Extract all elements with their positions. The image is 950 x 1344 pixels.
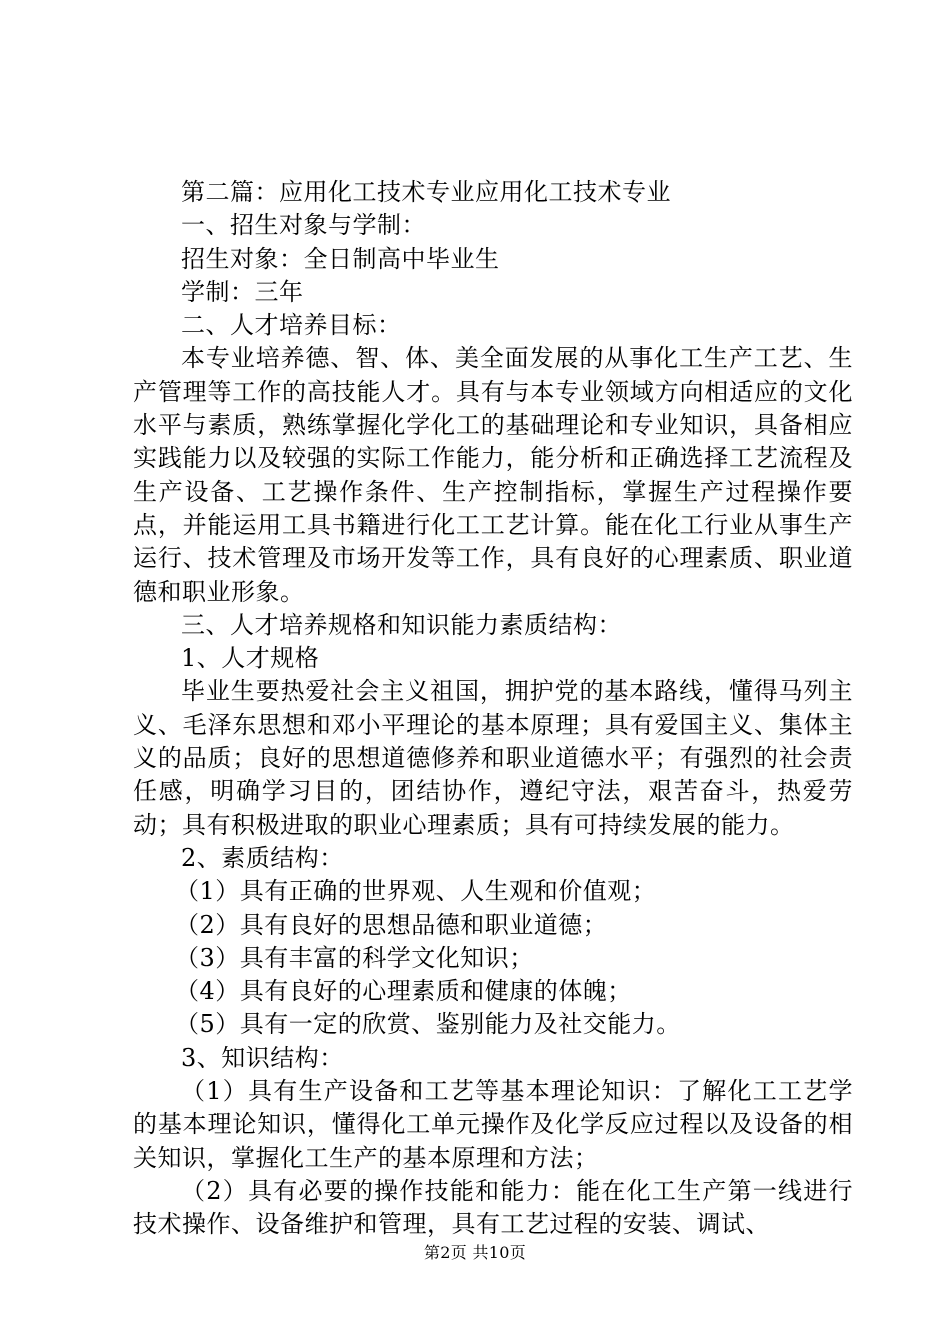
enrollment-target: 招生对象：全日制高中毕业生 [181,244,500,273]
page-footer: 第2页 共10页 [423,1243,527,1262]
article-heading: 第二篇：应用化工技术专业应用化工技术专业 [181,178,671,206]
training-goal-paragraph: 本专业培养德、智、体、美全面发展的从事化工生产工艺、生产管理等工作的高技能人才。具有与本专业领域方向相适应的文化水平与素质，熟练掌握化学化工的基础理论和专业知识，具备相应实践能力以及较强的实际工作能力，能分析和正确选择工艺流程及生产设备、工艺操作条件、生产控制指标，掌握生产过程操作要点，并能运用工具书籍进行化工工艺计算。能在化工行业从事生产运行、技术管理及市场开发等工作，具有良好的心理素质、职业道德和职业形象。 [133,344,853,606]
quality-item: （1）具有正确的世界观、人生观和价值观； [175,877,657,906]
talent-spec-paragraph: 毕业生要热爱社会主义祖国，拥护党的基本路线，懂得马列主义、毛泽东思想和邓小平理论的基本原理；具有爱国主义、集体主义的品质；良好的思想道德修养和职业道德水平；有强烈的社会责任感，明确学习目的，团结协作，遵纪守法，艰苦奋斗，热爱劳动；具有积极进取的职业心理素质；具有可持续发展的能力。 [133,677,853,839]
document-body [133,176,853,1242]
quality-item: （3）具有丰富的科学文化知识； [175,943,534,972]
study-duration: 学制：三年 [181,277,304,306]
section-3-title: 三、人才培养规格和知识能力素质结构： [181,610,622,639]
subsection-2-title: 2、素质结构： [181,843,344,872]
quality-item: （2）具有良好的思想品德和职业道德； [175,910,608,939]
subsection-3-title: 3、知识结构： [181,1043,344,1072]
section-2-title: 二、人才培养目标： [181,311,402,340]
subsection-1-title: 1、人才规格 [181,644,320,673]
quality-item: （5）具有一定的欣赏、鉴别能力及社交能力。 [175,1010,681,1039]
section-1-title: 一、招生对象与学制： [181,211,426,240]
knowledge-paragraph-1: （1）具有生产设备和工艺等基本理论知识：了解化工工艺学的基本理论知识，懂得化工单元操作及化学反应过程以及设备的相关知识，掌握化工生产的基本原理和方法； [133,1077,853,1172]
quality-item: （4）具有良好的心理素质和健康的体魄； [175,977,632,1006]
knowledge-paragraph-2: （2）具有必要的操作技能和能力：能在化工生产第一线进行技术操作、设备维护和管理，具有工艺过程的安装、调试、 [133,1176,853,1239]
